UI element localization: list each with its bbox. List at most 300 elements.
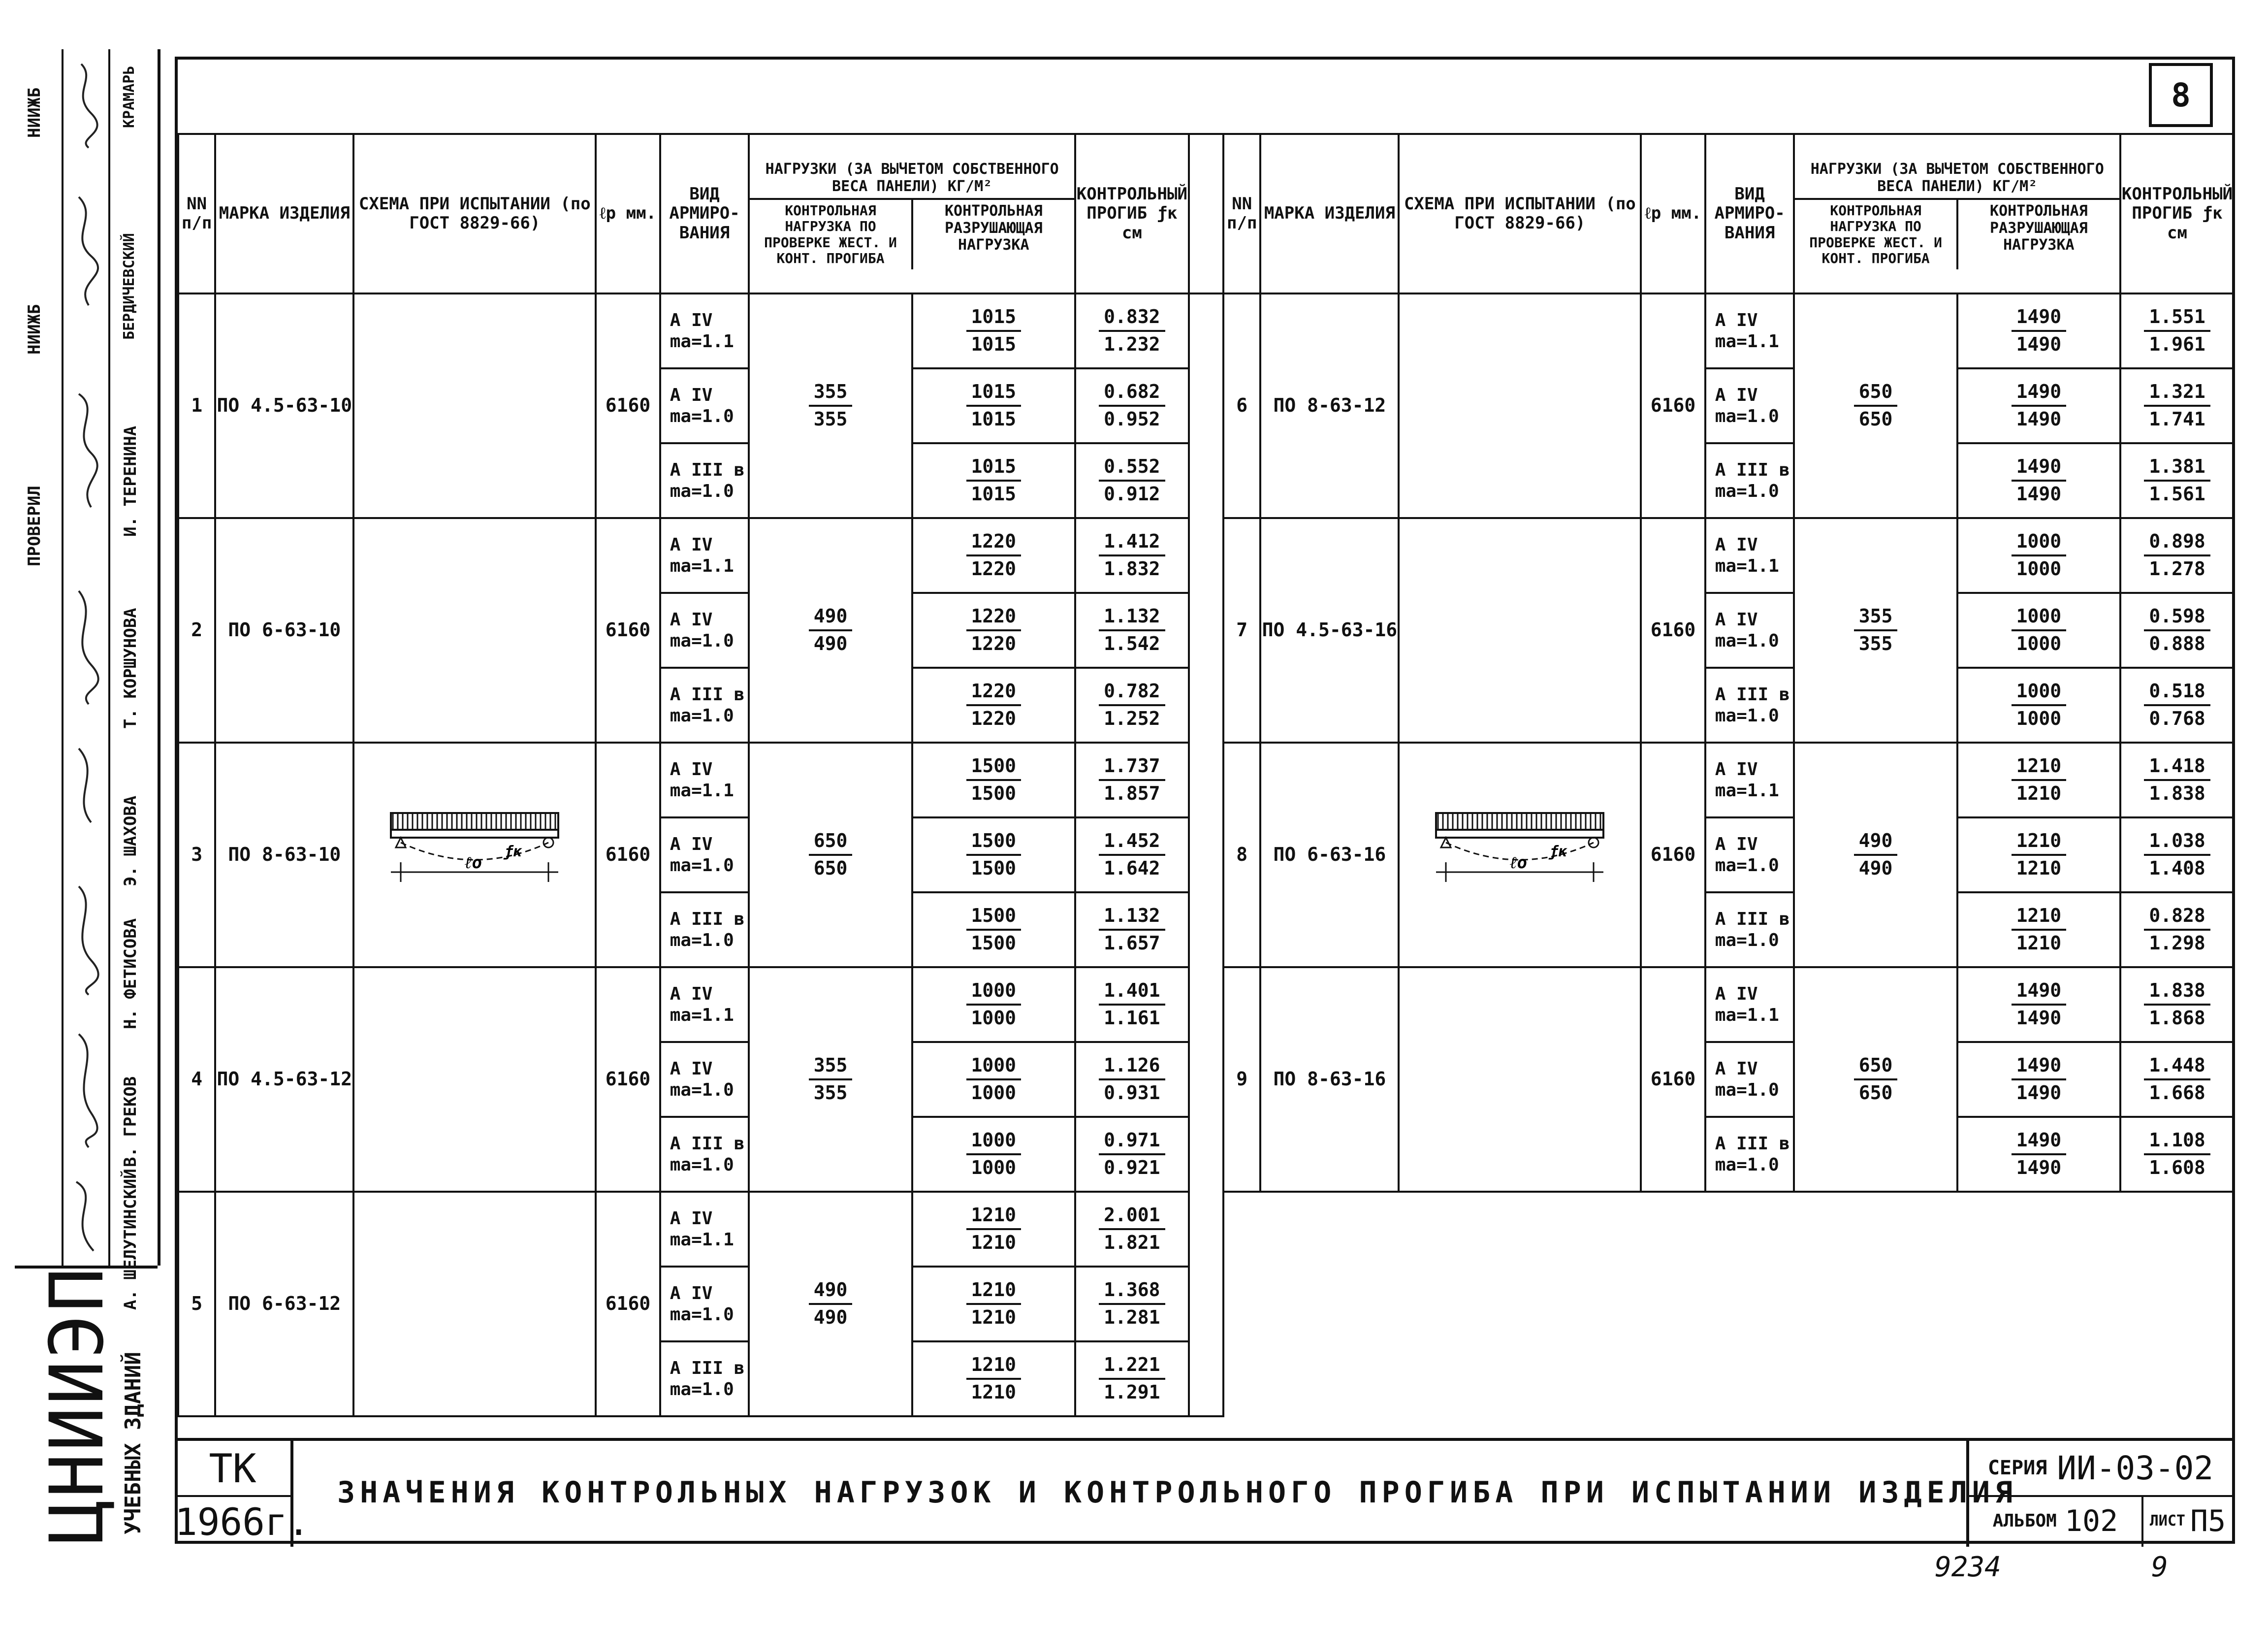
deflection-fraction-denominator: 1.278: [2149, 558, 2205, 580]
control-load-fraction-numerator: 650: [1854, 381, 1898, 407]
header-nn-right: NN п/п: [1223, 134, 1260, 293]
reinforcement-type: А IV mа=1.1: [660, 518, 749, 593]
breaking-load-fraction-denominator: 1015: [971, 408, 1017, 430]
control-load-fraction-denominator: 355: [813, 1082, 848, 1104]
deflection-fraction-numerator: 1.418: [2144, 755, 2210, 781]
header-scheme-right: СХЕМА ПРИ ИСПЫТАНИИ (по ГОСТ 8829-66): [1399, 134, 1641, 293]
reinforcement-type: А III в mа=1.0: [660, 1341, 749, 1416]
breaking-load-fraction-numerator: 1490: [2012, 456, 2067, 482]
breaking-load-fraction-denominator: 1220: [971, 633, 1017, 654]
deflection-fraction: [2144, 755, 2210, 804]
control-load-fraction-numerator: 490: [1854, 830, 1898, 856]
deflection-fraction: [2144, 531, 2210, 580]
scheme-cell: [1399, 967, 1641, 1192]
header-break-load: КОНТРОЛЬНАЯ РАЗРУШАЮЩАЯ НАГРУЗКА: [944, 202, 1043, 254]
breaking-load: [912, 293, 1075, 368]
deflection: [1075, 743, 1189, 817]
breaking-load: [1957, 518, 2120, 593]
deflection: [1075, 817, 1189, 892]
deflection-fraction: [1099, 1205, 1165, 1253]
header-control-load: КОНТРОЛЬНАЯ НАГРУЗКА ПО ПРОВЕРКЕ ЖЕСТ. И КОНТ. ПРОГИБА: [750, 200, 913, 269]
deflection-fraction-denominator: 1.252: [1104, 708, 1160, 729]
breaking-load: [1957, 817, 2120, 892]
deflection: [2120, 668, 2234, 743]
deflection-fraction: [1099, 531, 1165, 580]
deflection-fraction-numerator: 0.828: [2144, 905, 2210, 931]
deflection-fraction-denominator: 1.857: [1104, 782, 1160, 804]
reinforcement-type: А IV mа=1.1: [660, 967, 749, 1042]
reinforcement-type: А IV mа=1.1: [1705, 743, 1794, 817]
control-load-fraction-denominator: 490: [813, 1306, 848, 1328]
deflection-fraction-denominator: 1.542: [1104, 633, 1160, 654]
deflection: [1075, 443, 1189, 518]
breaking-load: [912, 1192, 1075, 1267]
span-length: 6160: [596, 293, 660, 518]
breaking-load-fraction: [2012, 980, 2067, 1029]
deflection-fraction-denominator: 0.912: [1104, 483, 1160, 505]
breaking-load: [912, 518, 1075, 593]
breaking-load-fraction: [966, 606, 1022, 654]
table-row: [178, 293, 2234, 368]
deflection-fraction: [1099, 755, 1165, 804]
deflection-fraction-numerator: 0.552: [1099, 456, 1165, 482]
breaking-load: [912, 892, 1075, 967]
reinforcement-type: А III в mа=1.0: [660, 1117, 749, 1192]
breaking-load-fraction: [2012, 606, 2067, 654]
row-number: 4: [178, 967, 215, 1192]
control-load-fraction: [809, 1279, 853, 1328]
breaking-load-fraction-numerator: 1500: [966, 905, 1022, 931]
breaking-load: [1957, 967, 2120, 1042]
breaking-load: [1957, 892, 2120, 967]
breaking-load-fraction-denominator: 1490: [2016, 483, 2062, 505]
breaking-load-fraction: [966, 1279, 1022, 1328]
deflection-fraction-numerator: 1.038: [2144, 830, 2210, 856]
breaking-load: [1957, 668, 2120, 743]
breaking-load: [1957, 593, 2120, 668]
breaking-load: [912, 443, 1075, 518]
test-scheme-icon: [1426, 803, 1613, 902]
breaking-load-fraction-denominator: 1015: [971, 483, 1017, 505]
deflection-fraction-denominator: 1.281: [1104, 1306, 1160, 1328]
signatures-icon: [62, 49, 108, 1266]
control-load-fraction-numerator: 490: [809, 606, 853, 631]
breaking-load-fraction-numerator: 1000: [2012, 681, 2067, 706]
breaking-load-fraction: [966, 381, 1022, 430]
product-mark: ПО 4.5-63-10: [215, 293, 353, 518]
deflection: [1075, 1042, 1189, 1117]
name-6: Н. ФЕТИСОВА: [121, 918, 140, 1029]
header-scheme: СХЕМА ПРИ ИСПЫТАНИИ (по ГОСТ 8829-66): [353, 134, 596, 293]
deflection-fraction: [1099, 1354, 1165, 1403]
deflection: [1075, 293, 1189, 368]
control-load-fraction: [1854, 606, 1898, 654]
deflection: [1075, 368, 1189, 443]
deflection: [1075, 1192, 1189, 1267]
breaking-load: [912, 1117, 1075, 1192]
breaking-load-fraction: [966, 306, 1022, 355]
table-header-row: [178, 134, 2234, 293]
breaking-load-fraction: [2012, 681, 2067, 729]
deflection-fraction-numerator: 0.682: [1099, 381, 1165, 407]
control-load-fraction-denominator: 355: [813, 408, 848, 430]
breaking-load-fraction-numerator: 1210: [966, 1205, 1022, 1230]
deflection-fraction-numerator: 0.971: [1099, 1130, 1165, 1155]
deflection-fraction-numerator: 1.132: [1099, 905, 1165, 931]
control-load: [749, 293, 912, 518]
scheme-cell: [353, 1192, 596, 1416]
loads-table-wrap: [177, 133, 2235, 1443]
scheme-cell: [1399, 518, 1641, 743]
breaking-load-fraction: [966, 681, 1022, 729]
reinforcement-type: А IV mа=1.0: [1705, 817, 1794, 892]
breaking-load-fraction: [2012, 830, 2067, 879]
deflection-fraction-denominator: 0.888: [2149, 633, 2205, 654]
deflection-fraction: [1099, 681, 1165, 729]
scheme-cell: [1399, 293, 1641, 518]
deflection-fraction-denominator: 1.642: [1104, 857, 1160, 879]
breaking-load-fraction: [966, 1205, 1022, 1253]
deflection: [2120, 817, 2234, 892]
header-deflection: КОНТРОЛЬНЫЙ ПРОГИБ ƒк см: [1075, 134, 1189, 293]
name-2: БЕРДИЧЕВСКИЙ: [121, 233, 138, 340]
row-number: 8: [1223, 743, 1260, 967]
breaking-load-fraction: [2012, 381, 2067, 430]
deflection-fraction-numerator: 0.832: [1099, 306, 1165, 332]
scheme-fk-label: ƒк: [1549, 843, 1567, 861]
control-load-fraction-denominator: 490: [1858, 857, 1893, 879]
header-rein: ВИД АРМИРО-ВАНИЯ: [660, 134, 749, 293]
header-loads-right: [1794, 134, 2120, 293]
breaking-load-fraction-denominator: 1000: [971, 1082, 1017, 1104]
title-block-series-cell: [1966, 1441, 2235, 1547]
test-scheme-icon: [381, 803, 568, 902]
sheet-label: ЛИСТ: [2149, 1512, 2185, 1530]
reinforcement-type: А IV mа=1.1: [660, 743, 749, 817]
album-value: 102: [2064, 1503, 2118, 1538]
name-4: Т. КОРШУНОВА: [121, 608, 140, 729]
drawing-title: ЗНАЧЕНИЯ КОНТРОЛЬНЫХ НАГРУЗОК И КОНТРОЛЬНОГО ПРОГИБА ПРИ ИСПЫТАНИИ ИЗДЕЛИЯ: [337, 1475, 2018, 1510]
deflection: [1075, 668, 1189, 743]
name-7: В. ГРЕКОВ: [121, 1076, 140, 1167]
product-mark: ПО 6-63-12: [215, 1192, 353, 1416]
deflection-fraction-numerator: 0.898: [2144, 531, 2210, 556]
span-length: 6160: [1641, 518, 1705, 743]
scheme-fk-label: ƒк: [504, 843, 522, 861]
breaking-load: [912, 1341, 1075, 1416]
reinforcement-type: А IV mа=1.0: [1705, 593, 1794, 668]
breaking-load-fraction: [966, 531, 1022, 580]
reinforcement-type: А IV mа=1.0: [1705, 1042, 1794, 1117]
control-load-fraction-numerator: 650: [809, 830, 853, 856]
sheet-value: П5: [2190, 1503, 2226, 1538]
roles-column: [15, 49, 64, 1266]
deflection: [1075, 967, 1189, 1042]
series-value: ИИ-03-02: [2057, 1449, 2214, 1487]
breaking-load-fraction-numerator: 1220: [966, 606, 1022, 631]
breaking-load-fraction: [2012, 531, 2067, 580]
breaking-load-fraction-denominator: 1500: [971, 932, 1017, 954]
name-3: И. ТЕРЕНИНА: [121, 425, 140, 537]
deflection-fraction-numerator: 1.412: [1099, 531, 1165, 556]
deflection-fraction-numerator: 1.221: [1099, 1354, 1165, 1380]
control-load-fraction-denominator: 490: [813, 633, 848, 654]
deflection-fraction-denominator: 1.961: [2149, 333, 2205, 355]
deflection: [1075, 1341, 1189, 1416]
reinforcement-type: А IV mа=1.1: [1705, 967, 1794, 1042]
deflection-fraction-numerator: 1.132: [1099, 606, 1165, 631]
breaking-load-fraction: [966, 1055, 1022, 1104]
breaking-load-fraction: [2012, 456, 2067, 505]
breaking-load-fraction-numerator: 1500: [966, 755, 1022, 781]
deflection-fraction-denominator: 1.561: [2149, 483, 2205, 505]
control-load-fraction: [809, 606, 853, 654]
breaking-load-fraction-numerator: 1490: [2012, 980, 2067, 1006]
control-load-fraction-numerator: 650: [1854, 1055, 1898, 1080]
org-name: ЦНИИЭП: [34, 1266, 120, 1544]
header-lp: ℓр мм.: [596, 134, 660, 293]
breaking-load-fraction-numerator: 1490: [2012, 1130, 2067, 1155]
deflection-fraction-numerator: 0.782: [1099, 681, 1165, 706]
breaking-load-fraction: [2012, 1130, 2067, 1178]
deflection: [2120, 443, 2234, 518]
deflection: [2120, 1042, 2234, 1117]
deflection-fraction-denominator: 0.931: [1104, 1082, 1160, 1104]
deflection-fraction-numerator: 1.737: [1099, 755, 1165, 781]
span-length: 6160: [596, 967, 660, 1192]
deflection: [2120, 1117, 2234, 1192]
span-length: 6160: [596, 743, 660, 967]
breaking-load: [912, 967, 1075, 1042]
deflection-fraction-denominator: 1.298: [2149, 932, 2205, 954]
deflection: [2120, 518, 2234, 593]
breaking-load: [1957, 1117, 2120, 1192]
breaking-load-fraction-denominator: 1000: [971, 1157, 1017, 1178]
name-1: КРАМАРЬ: [121, 65, 138, 128]
deflection-fraction-denominator: 1.408: [2149, 857, 2205, 879]
control-load-fraction: [809, 1055, 853, 1104]
footer-left-note: 9234: [1935, 1551, 2001, 1583]
control-load-fraction: [809, 830, 853, 879]
product-mark: ПО 8-63-12: [1260, 293, 1399, 518]
span-length: 6160: [1641, 293, 1705, 518]
deflection-fraction-denominator: 1.291: [1104, 1381, 1160, 1403]
deflection-fraction-denominator: 1.741: [2149, 408, 2205, 430]
breaking-load-fraction-numerator: 1210: [966, 1354, 1022, 1380]
control-load-fraction-numerator: 490: [809, 1279, 853, 1305]
deflection-fraction: [2144, 1130, 2210, 1178]
breaking-load: [912, 1267, 1075, 1341]
deflection: [1075, 1117, 1189, 1192]
sheet-number: 8: [2149, 63, 2213, 127]
deflection-fraction-numerator: 1.381: [2144, 456, 2210, 482]
deflection-fraction-numerator: 0.598: [2144, 606, 2210, 631]
deflection-fraction: [2144, 681, 2210, 729]
deflection-fraction-numerator: 1.448: [2144, 1055, 2210, 1080]
reinforcement-type: А IV mа=1.1: [660, 293, 749, 368]
scheme-cell: [353, 967, 596, 1192]
deflection: [2120, 593, 2234, 668]
product-mark: ПО 6-63-16: [1260, 743, 1399, 967]
deflection-fraction-denominator: 1.608: [2149, 1157, 2205, 1178]
deflection-fraction: [1099, 830, 1165, 879]
breaking-load-fraction-numerator: 1490: [2012, 306, 2067, 332]
reinforcement-type: А III в mа=1.0: [1705, 668, 1794, 743]
control-load: [1794, 293, 1957, 518]
breaking-load-fraction-denominator: 1210: [971, 1306, 1017, 1328]
row-number: 5: [178, 1192, 215, 1416]
breaking-load: [1957, 368, 2120, 443]
row-number: 2: [178, 518, 215, 743]
breaking-load-fraction-numerator: 1000: [966, 1055, 1022, 1080]
scheme-cell: [353, 518, 596, 743]
deflection: [1075, 892, 1189, 967]
series-label: СЕРИЯ: [1987, 1457, 2047, 1479]
breaking-load-fraction: [2012, 905, 2067, 954]
deflection: [2120, 293, 2234, 368]
deflection-fraction-denominator: 1.838: [2149, 782, 2205, 804]
deflection-fraction: [1099, 1055, 1165, 1104]
breaking-load-fraction-denominator: 1490: [2016, 1007, 2062, 1029]
deflection-fraction-numerator: 1.321: [2144, 381, 2210, 407]
breaking-load-fraction-numerator: 1490: [2012, 381, 2067, 407]
header-loads: [749, 134, 1075, 293]
header-deflection-right: КОНТРОЛЬНЫЙ ПРОГИБ ƒк см: [2120, 134, 2234, 293]
control-load-fraction: [1854, 830, 1898, 879]
breaking-load-fraction-denominator: 1210: [2016, 857, 2062, 879]
reinforcement-type: А IV mа=1.0: [660, 1267, 749, 1341]
album-label: АЛЬБОМ: [1992, 1511, 2057, 1531]
control-load: [749, 1192, 912, 1416]
breaking-load-fraction-numerator: 1210: [966, 1279, 1022, 1305]
control-load-fraction-denominator: 650: [1858, 1082, 1893, 1104]
org-subtitle: УЧЕБНЫХ ЗДАНИЙ: [121, 1352, 146, 1534]
span-length: 6160: [1641, 743, 1705, 967]
breaking-load: [1957, 293, 2120, 368]
breaking-load-fraction-denominator: 1000: [2016, 708, 2062, 729]
breaking-load-fraction-denominator: 1210: [971, 1381, 1017, 1403]
deflection-fraction-denominator: 0.768: [2149, 708, 2205, 729]
breaking-load-fraction-denominator: 1015: [971, 333, 1017, 355]
deflection-fraction: [1099, 905, 1165, 954]
scheme-span-label: ℓо: [1510, 853, 1528, 873]
row-number: 1: [178, 293, 215, 518]
deflection-fraction: [2144, 980, 2210, 1029]
reinforcement-type: А III в mа=1.0: [1705, 1117, 1794, 1192]
table-gap: [1189, 293, 1223, 1416]
control-load-fraction-denominator: 355: [1858, 633, 1893, 654]
deflection-fraction: [2144, 830, 2210, 879]
reinforcement-type: А IV mа=1.0: [660, 593, 749, 668]
deflection-fraction-numerator: 0.518: [2144, 681, 2210, 706]
product-mark: ПО 8-63-10: [215, 743, 353, 967]
breaking-load-fraction-denominator: 1210: [2016, 932, 2062, 954]
deflection-fraction: [2144, 306, 2210, 355]
scheme-cell: [353, 293, 596, 518]
breaking-load-fraction-numerator: 1000: [966, 1130, 1022, 1155]
title-block-code-cell: [175, 1441, 310, 1547]
breaking-load-fraction-numerator: 1220: [966, 531, 1022, 556]
role-1: НИИЖБ: [25, 87, 44, 138]
breaking-load-fraction-denominator: 1220: [971, 708, 1017, 729]
deflection-fraction: [1099, 306, 1165, 355]
breaking-load-fraction-denominator: 1210: [2016, 782, 2062, 804]
span-length: 6160: [1641, 967, 1705, 1192]
breaking-load-fraction: [966, 905, 1022, 954]
reinforcement-type: А IV mа=1.1: [1705, 518, 1794, 593]
deflection-fraction-numerator: 1.452: [1099, 830, 1165, 856]
breaking-load-fraction: [966, 830, 1022, 879]
control-load: [749, 743, 912, 967]
breaking-load-fraction-denominator: 1490: [2016, 1157, 2062, 1178]
scheme-cell: [1399, 743, 1641, 967]
breaking-load: [912, 743, 1075, 817]
deflection-fraction-denominator: 1.868: [2149, 1007, 2205, 1029]
reinforcement-type: А III в mа=1.0: [1705, 443, 1794, 518]
breaking-load-fraction-numerator: 1210: [2012, 755, 2067, 781]
loads-table: [177, 133, 2235, 1417]
deflection: [1075, 593, 1189, 668]
breaking-load-fraction-denominator: 1490: [2016, 408, 2062, 430]
breaking-load-fraction-denominator: 1000: [971, 1007, 1017, 1029]
deflection-fraction: [1099, 381, 1165, 430]
deflection-fraction-numerator: 1.838: [2144, 980, 2210, 1006]
deflection-fraction-denominator: 0.952: [1104, 408, 1160, 430]
row-number: 7: [1223, 518, 1260, 743]
breaking-load-fraction-denominator: 1000: [2016, 558, 2062, 580]
deflection-fraction-denominator: 1.821: [1104, 1232, 1160, 1253]
control-load: [1794, 743, 1957, 967]
header-mark-right: МАРКА ИЗДЕЛИЯ: [1260, 134, 1399, 293]
header-rein-right: ВИД АРМИРО-ВАНИЯ: [1705, 134, 1794, 293]
name-5: Э. ШАХОВА: [121, 795, 140, 886]
control-load: [749, 518, 912, 743]
reinforcement-type: А III в mа=1.0: [660, 892, 749, 967]
deflection-fraction: [2144, 606, 2210, 654]
control-load-fraction: [1854, 381, 1898, 430]
deflection-fraction-denominator: 1.161: [1104, 1007, 1160, 1029]
row-number: 9: [1223, 967, 1260, 1192]
deflection-fraction: [1099, 980, 1165, 1029]
breaking-load-fraction: [2012, 306, 2067, 355]
deflection: [2120, 368, 2234, 443]
breaking-load-fraction-numerator: 1015: [966, 381, 1022, 407]
breaking-load-fraction: [2012, 1055, 2067, 1104]
product-mark: ПО 6-63-10: [215, 518, 353, 743]
breaking-load-fraction: [966, 1354, 1022, 1403]
breaking-load: [1957, 443, 2120, 518]
header-load-group: НАГРУЗКИ (ЗА ВЫЧЕТОМ СОБСТВЕННОГО ВЕСА ПАНЕЛИ) КГ/М²: [750, 158, 1074, 200]
span-length: 6160: [596, 1192, 660, 1416]
breaking-load-fraction-denominator: 1490: [2016, 333, 2062, 355]
breaking-load: [912, 668, 1075, 743]
row-number: 6: [1223, 293, 1260, 518]
header-load-group-right: НАГРУЗКИ (ЗА ВЫЧЕТОМ СОБСТВЕННОГО ВЕСА ПАНЕЛИ) КГ/М²: [1795, 158, 2119, 200]
role-3: ПРОВЕРИЛ: [25, 486, 44, 566]
breaking-load-fraction-denominator: 1500: [971, 782, 1017, 804]
control-load-fraction-numerator: 355: [809, 381, 853, 407]
breaking-load-fraction: [966, 755, 1022, 804]
reinforcement-type: А IV mа=1.1: [1705, 293, 1794, 368]
deflection-fraction: [1099, 606, 1165, 654]
breaking-load: [912, 368, 1075, 443]
footer-right-note: 9: [2151, 1551, 2168, 1583]
deflection: [2120, 967, 2234, 1042]
deflection: [2120, 743, 2234, 817]
reinforcement-type: А IV mа=1.0: [1705, 368, 1794, 443]
control-load-fraction: [809, 381, 853, 430]
breaking-load-fraction-numerator: 1000: [966, 980, 1022, 1006]
